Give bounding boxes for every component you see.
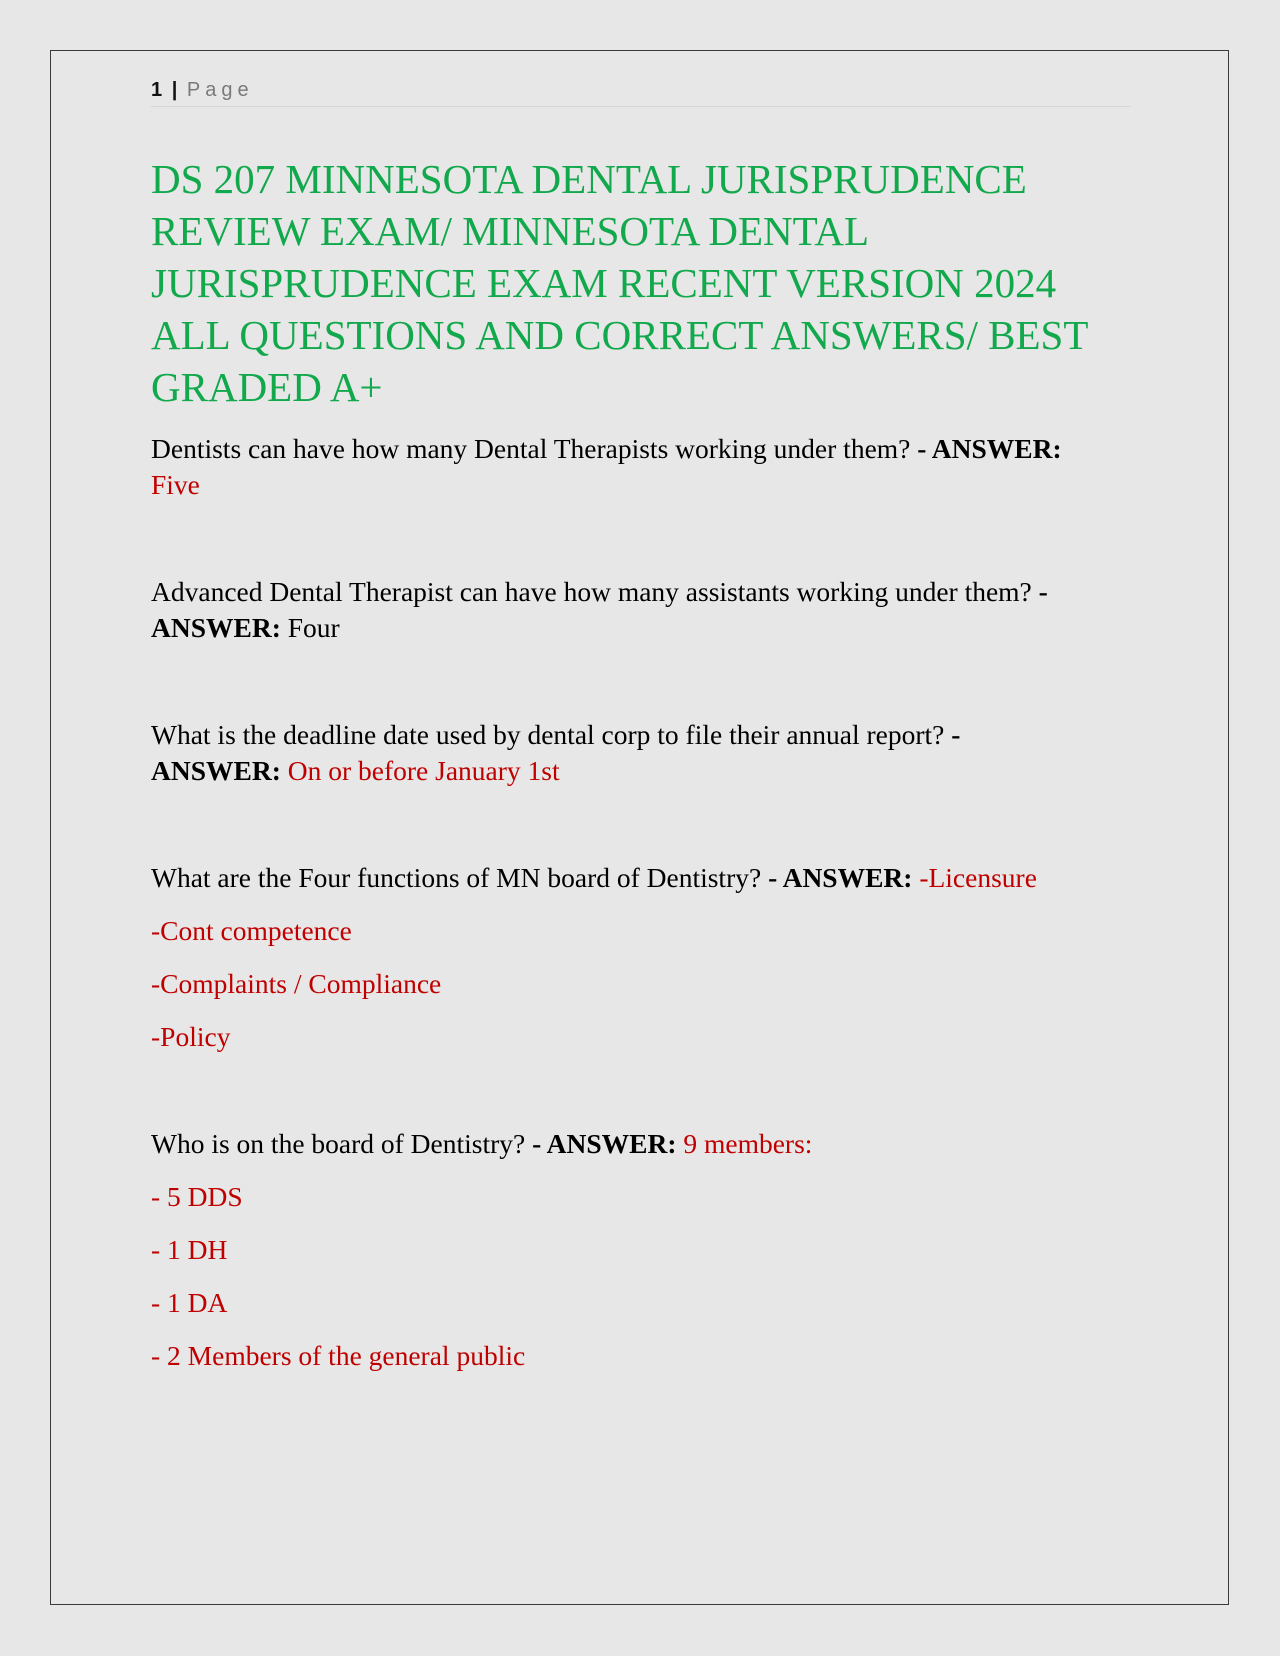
answer-list-item: -Cont competence — [151, 915, 352, 946]
question-text: What is the deadline date used by dental corp to file their annual report? — [151, 719, 945, 750]
answer-list-item: -Complaints / Compliance — [151, 968, 442, 999]
page-header — [151, 74, 1131, 107]
answer-text: Four — [287, 612, 340, 643]
answer-list-item: -Policy — [151, 1021, 231, 1052]
qa-item-2 — [151, 574, 1131, 646]
qa-item-5 — [151, 1126, 1131, 1162]
answer-text: -Licensure — [919, 862, 1037, 893]
answer-text: Five — [151, 469, 200, 500]
qa-item-1 — [151, 431, 1131, 503]
answer-label: - ANSWER: — [532, 1128, 677, 1159]
answer-list-item: - 1 DA — [151, 1287, 228, 1318]
answer-list-item: - 2 Members of the general public — [151, 1340, 526, 1371]
answer-label: ANSWER: — [151, 755, 281, 786]
page-number: 1 — [151, 79, 163, 101]
question-text: Dentists can have how many Dental Therapists working under them? — [151, 433, 911, 464]
page-label: Page — [186, 79, 254, 101]
answer-text: 9 members: — [683, 1128, 813, 1159]
answer-text: On or before January 1st — [287, 755, 560, 786]
question-text: Advanced Dental Therapist can have how many assistants working under them? — [151, 576, 1032, 607]
answer-list-item: - 1 DH — [151, 1234, 228, 1265]
page-separator: | — [171, 79, 178, 101]
question-text: Who is on the board of Dentistry? — [151, 1128, 526, 1159]
answer-label-dash: - — [951, 719, 961, 750]
qa-item-4 — [151, 860, 1131, 896]
document-title: DS 207 MINNESOTA DENTAL JURISPRUDENCE REVIEW EXAM/ MINNESOTA DENTAL JURISPRUDENCE EXAM RECENT VERSION 2024 ALL QUESTIONS AND CORRECT ANSWERS/ BEST GRADED A+ — [151, 156, 1088, 410]
answer-label: - ANSWER: — [917, 433, 1062, 464]
qa-item-3 — [151, 717, 1131, 789]
answer-list-item: - 5 DDS — [151, 1181, 243, 1212]
answer-label-dash: - — [1038, 576, 1048, 607]
question-text: What are the Four functions of MN board of Dentistry? — [151, 862, 762, 893]
page-content — [151, 74, 1131, 1374]
answer-label: - ANSWER: — [768, 862, 913, 893]
answer-label: ANSWER: — [151, 612, 281, 643]
